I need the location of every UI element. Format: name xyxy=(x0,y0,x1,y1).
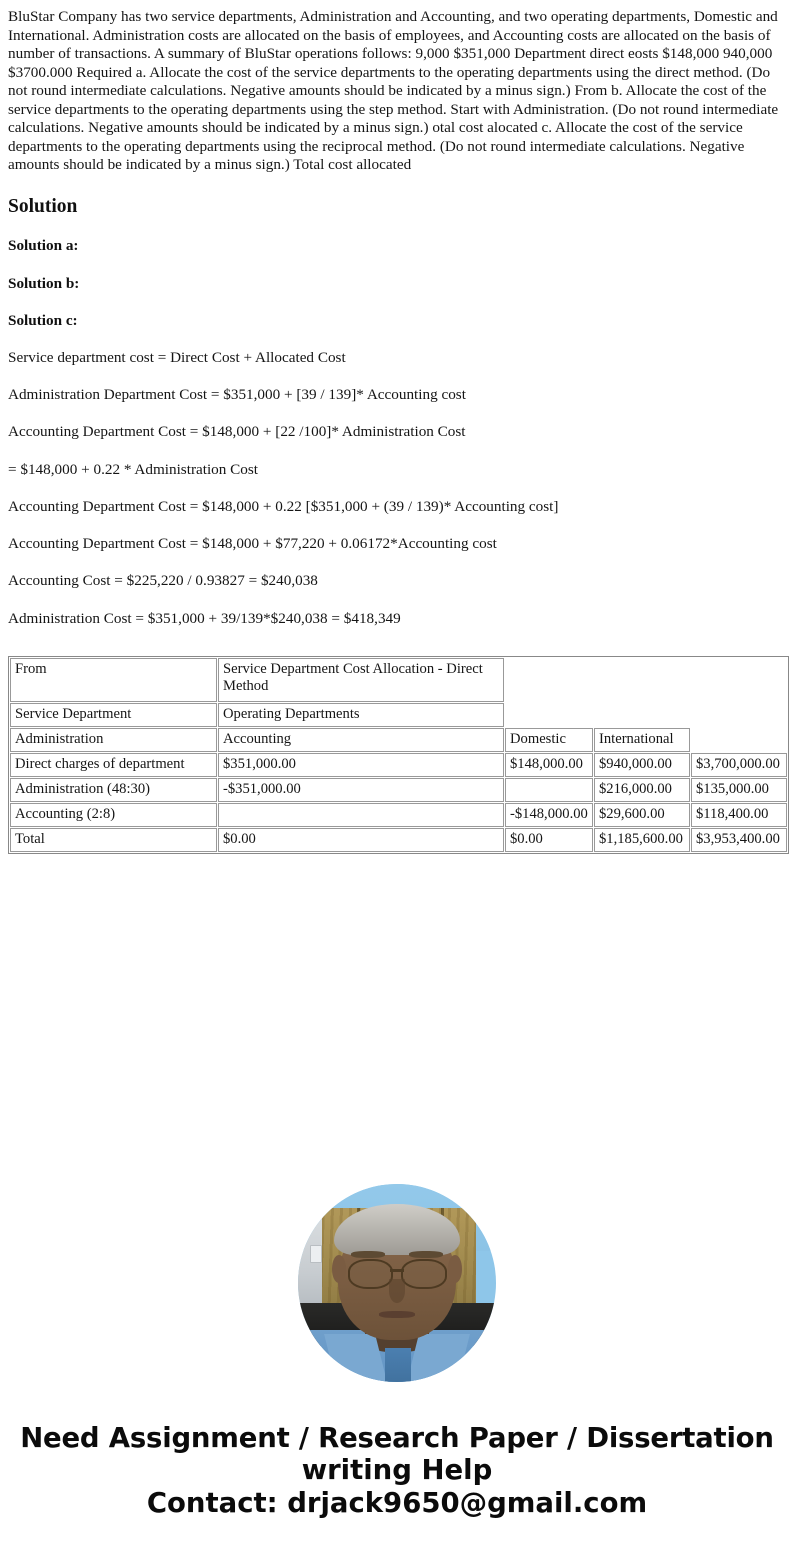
avatar-glasses-bridge xyxy=(390,1269,404,1272)
table-row xyxy=(10,728,787,752)
avatar-eyebrow-left xyxy=(351,1251,385,1258)
table-cell-from: From xyxy=(10,658,217,702)
table-cell-label: Administration (48:30) xyxy=(10,778,217,802)
table-cell-international-header: International xyxy=(594,728,690,752)
avatar-mouth xyxy=(379,1311,415,1318)
table-cell-operating-departments: Operating Departments xyxy=(218,703,504,727)
footer-contact: Contact: drjack9650@gmail.com xyxy=(146,1486,648,1519)
table-cell-label: Accounting (2:8) xyxy=(10,803,217,827)
footer-line-1: Need Assignment / Research Paper / Dissertation xyxy=(20,1421,774,1454)
table-cell-title: Service Department Cost Allocation - Direct Method xyxy=(218,658,504,702)
table-cell-value: $1,185,600.00 xyxy=(594,828,690,852)
table-cell-value: $29,600.00 xyxy=(594,803,690,827)
table-cell-empty xyxy=(691,703,787,727)
table-cell-value: $135,000.00 xyxy=(691,778,787,802)
table-row xyxy=(10,753,787,777)
solution-b-label: Solution b: xyxy=(8,274,80,292)
table-cell-empty xyxy=(691,728,787,752)
table-cell-value: -$148,000.00 xyxy=(505,803,593,827)
table-cell-label: Total xyxy=(10,828,217,852)
table-row xyxy=(10,658,787,702)
equation-line-2: Administration Department Cost = $351,000 + [39 / 139]* Accounting cost xyxy=(8,386,466,404)
allocation-table-wrapper xyxy=(8,656,786,854)
avatar-ear-left xyxy=(332,1255,346,1283)
avatar-glasses-left-lens xyxy=(348,1259,394,1289)
table-cell-empty xyxy=(594,658,690,702)
equation-line-3: Accounting Department Cost = $148,000 + [22 /100]* Administration Cost xyxy=(8,423,466,441)
table-cell-empty xyxy=(691,658,787,702)
equation-line-7: Accounting Cost = $225,220 / 0.93827 = $240,038 xyxy=(8,572,318,590)
equation-line-1: Service department cost = Direct Cost + Allocated Cost xyxy=(8,349,346,367)
table-cell-value: $216,000.00 xyxy=(594,778,690,802)
footer xyxy=(8,1422,786,1543)
avatar-eyebrow-right xyxy=(409,1251,443,1258)
table-row-total xyxy=(10,828,787,852)
avatar-glasses-right-lens xyxy=(401,1259,447,1289)
avatar-nose xyxy=(389,1279,405,1303)
solution-c-label: Solution c: xyxy=(8,311,78,329)
table-cell-label: Direct charges of department xyxy=(10,753,217,777)
table-cell-domestic-header: Domestic xyxy=(505,728,593,752)
solution-heading: Solution xyxy=(8,195,78,217)
table-cell-administration-header: Administration xyxy=(10,728,217,752)
table-cell-value: $0.00 xyxy=(218,828,504,852)
equation-line-8: Administration Cost = $351,000 + 39/139*$240,038 = $418,349 xyxy=(8,609,401,627)
table-cell-accounting-header: Accounting xyxy=(218,728,504,752)
table-cell-empty xyxy=(505,658,593,702)
table-cell-empty xyxy=(594,703,690,727)
table-cell-value: $3,953,400.00 xyxy=(691,828,787,852)
table-cell-value: $118,400.00 xyxy=(691,803,787,827)
footer-line-2: writing Help xyxy=(301,1454,493,1487)
table-cell-value xyxy=(218,803,504,827)
avatar-tie xyxy=(385,1348,411,1382)
table-cell-value: $940,000.00 xyxy=(594,753,690,777)
solution-a-label: Solution a: xyxy=(8,237,79,255)
table-cell-value: $0.00 xyxy=(505,828,593,852)
table-row xyxy=(10,803,787,827)
table-cell-empty xyxy=(505,703,593,727)
table-row xyxy=(10,703,787,727)
avatar-block xyxy=(8,1184,786,1382)
table-cell-value xyxy=(505,778,593,802)
table-cell-service-department: Service Department xyxy=(10,703,217,727)
table-cell-value: -$351,000.00 xyxy=(218,778,504,802)
cost-allocation-table xyxy=(8,656,789,854)
table-cell-value: $148,000.00 xyxy=(505,753,593,777)
table-cell-value: $351,000.00 xyxy=(218,753,504,777)
question-paragraph: BluStar Company has two service departments, Administration and Accounting, and two operating departments, Domestic and International. Administration costs are allocated on the basis of employees, and Accounting costs are allocated on the basis of number of transactions. A summary of BluStar operations follows: 9,000 $351,000 Department direct eosts $148,000 940,000 $3700.000 Required a. Allocate the cost of the service departments to the operating departments using the direct method. (Do not round intermediate calculations. Negative amounts should be indicated by a minus sign.) From b. Allocate the cost of the service departments to the operating departments using the step method. Start with Administration. (Do not round intermediate calculations. Negative amounts should be indicated by a minus sign.) otal cost alocated c. Allocate the cost of the service departments to the operating departments using the reciprocal method. (Do not round intermediate calculations. Negative amounts should be indicated by a minus sign.) Total cost allocated xyxy=(8,8,779,174)
table-cell-value: $3,700,000.00 xyxy=(691,753,787,777)
avatar xyxy=(298,1184,496,1382)
equation-line-4: = $148,000 + 0.22 * Administration Cost xyxy=(8,460,259,478)
equation-line-5: Accounting Department Cost = $148,000 + 0.22 [$351,000 + (39 / 139)* Accounting cost] xyxy=(8,497,559,515)
table-row xyxy=(10,778,787,802)
avatar-wall-switch xyxy=(310,1245,322,1263)
equation-line-6: Accounting Department Cost = $148,000 + $77,220 + 0.06172*Accounting cost xyxy=(8,535,497,553)
